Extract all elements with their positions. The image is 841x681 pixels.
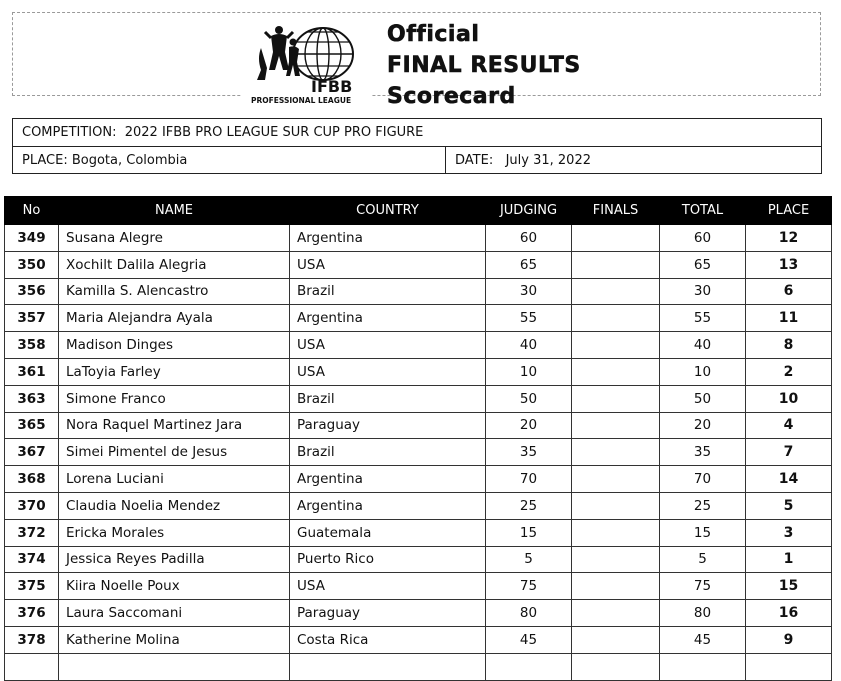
competitor-number: 376 xyxy=(5,600,59,627)
competitor-name: Katherine Molina xyxy=(59,626,290,653)
competitor-name: Kiira Noelle Poux xyxy=(59,573,290,600)
competitor-name: Laura Saccomani xyxy=(59,600,290,627)
competitor-country: Paraguay xyxy=(290,412,486,439)
table-row xyxy=(5,626,832,653)
competitor-country: Brazil xyxy=(290,439,486,466)
table-row xyxy=(5,278,832,305)
competitor-number: 372 xyxy=(5,519,59,546)
placing: 5 xyxy=(746,492,832,519)
judging-score: 35 xyxy=(486,439,572,466)
competitor-country: USA xyxy=(290,251,486,278)
col-header-place: PLACE xyxy=(746,197,832,225)
competition-label: COMPETITION: 2022 IFBB PRO LEAGUE SUR CUP PRO FIGURE xyxy=(22,125,424,140)
competitor-number: 349 xyxy=(5,225,59,252)
finals-score xyxy=(572,626,660,653)
finals-score xyxy=(572,251,660,278)
competitor-number: 363 xyxy=(5,385,59,412)
table-row xyxy=(5,653,832,680)
judging-score: 45 xyxy=(486,626,572,653)
svg-text:PROFESSIONAL LEAGUE: PROFESSIONAL LEAGUE xyxy=(251,96,352,105)
placing: 1 xyxy=(746,546,832,573)
competitor-country: USA xyxy=(290,358,486,385)
competitor-number: 357 xyxy=(5,305,59,332)
table-row xyxy=(5,439,832,466)
ifbb-logo xyxy=(241,18,371,106)
competition-info xyxy=(12,118,822,174)
competitor-number xyxy=(5,653,59,680)
competitor-name: LaToyia Farley xyxy=(59,358,290,385)
judging-score: 15 xyxy=(486,519,572,546)
competitor-name: Jessica Reyes Padilla xyxy=(59,546,290,573)
competitor-country: USA xyxy=(290,573,486,600)
total-score: 75 xyxy=(660,573,746,600)
placing: 11 xyxy=(746,305,832,332)
finals-score xyxy=(572,439,660,466)
judging-score: 10 xyxy=(486,358,572,385)
placing: 14 xyxy=(746,466,832,493)
col-header-total: TOTAL xyxy=(660,197,746,225)
competitor-name: Claudia Noelia Mendez xyxy=(59,492,290,519)
placing: 15 xyxy=(746,573,832,600)
competition-row xyxy=(13,119,821,147)
table-row xyxy=(5,412,832,439)
finals-score xyxy=(572,358,660,385)
total-score xyxy=(660,653,746,680)
table-header-row xyxy=(5,197,832,225)
title-line-scorecard: Scorecard xyxy=(387,84,516,109)
competitor-country: Paraguay xyxy=(290,600,486,627)
table-row xyxy=(5,251,832,278)
col-header-no: No xyxy=(5,197,59,225)
placing xyxy=(746,653,832,680)
finals-score xyxy=(572,412,660,439)
place-label: PLACE: Bogota, Colombia xyxy=(22,153,188,168)
competitor-country xyxy=(290,653,486,680)
judging-score: 25 xyxy=(486,492,572,519)
finals-score xyxy=(572,332,660,359)
finals-score xyxy=(572,466,660,493)
placing: 12 xyxy=(746,225,832,252)
finals-score xyxy=(572,278,660,305)
col-header-name: NAME xyxy=(59,197,290,225)
total-score: 20 xyxy=(660,412,746,439)
table-row xyxy=(5,492,832,519)
competitor-country: Argentina xyxy=(290,466,486,493)
competitor-name: Madison Dinges xyxy=(59,332,290,359)
competitor-country: USA xyxy=(290,332,486,359)
competitor-name: Simone Franco xyxy=(59,385,290,412)
competitor-country: Guatemala xyxy=(290,519,486,546)
competitor-number: 365 xyxy=(5,412,59,439)
total-score: 55 xyxy=(660,305,746,332)
total-score: 5 xyxy=(660,546,746,573)
total-score: 45 xyxy=(660,626,746,653)
total-score: 50 xyxy=(660,385,746,412)
placing: 3 xyxy=(746,519,832,546)
placing: 8 xyxy=(746,332,832,359)
competitor-name: Susana Alegre xyxy=(59,225,290,252)
placing: 6 xyxy=(746,278,832,305)
total-score: 10 xyxy=(660,358,746,385)
finals-score xyxy=(572,225,660,252)
total-score: 25 xyxy=(660,492,746,519)
competitor-name: Xochilt Dalila Alegria xyxy=(59,251,290,278)
total-score: 60 xyxy=(660,225,746,252)
competitor-number: 367 xyxy=(5,439,59,466)
competitor-number: 368 xyxy=(5,466,59,493)
judging-score xyxy=(486,653,572,680)
table-row xyxy=(5,519,832,546)
finals-score xyxy=(572,519,660,546)
total-score: 35 xyxy=(660,439,746,466)
judging-score: 70 xyxy=(486,466,572,493)
table-row xyxy=(5,573,832,600)
placing: 7 xyxy=(746,439,832,466)
judging-score: 50 xyxy=(486,385,572,412)
competitor-country: Costa Rica xyxy=(290,626,486,653)
table-row xyxy=(5,332,832,359)
competitor-number: 358 xyxy=(5,332,59,359)
table-row xyxy=(5,225,832,252)
table-row xyxy=(5,466,832,493)
total-score: 65 xyxy=(660,251,746,278)
judging-score: 5 xyxy=(486,546,572,573)
finals-score xyxy=(572,600,660,627)
total-score: 30 xyxy=(660,278,746,305)
competitor-country: Brazil xyxy=(290,278,486,305)
competitor-name: Simei Pimentel de Jesus xyxy=(59,439,290,466)
title-line-final-results: FINAL RESULTS xyxy=(387,53,581,78)
col-header-finals: FINALS xyxy=(572,197,660,225)
finals-score xyxy=(572,546,660,573)
competitor-name xyxy=(59,653,290,680)
competitor-number: 361 xyxy=(5,358,59,385)
judging-score: 80 xyxy=(486,600,572,627)
table-row xyxy=(5,358,832,385)
judging-score: 20 xyxy=(486,412,572,439)
table-row xyxy=(5,600,832,627)
finals-score xyxy=(572,573,660,600)
placing: 16 xyxy=(746,600,832,627)
placing: 4 xyxy=(746,412,832,439)
placing: 9 xyxy=(746,626,832,653)
judging-score: 65 xyxy=(486,251,572,278)
scorecard-header xyxy=(12,12,821,109)
judging-score: 40 xyxy=(486,332,572,359)
competitor-number: 356 xyxy=(5,278,59,305)
competitor-number: 350 xyxy=(5,251,59,278)
competitor-name: Nora Raquel Martinez Jara xyxy=(59,412,290,439)
judging-score: 60 xyxy=(486,225,572,252)
competitor-name: Lorena Luciani xyxy=(59,466,290,493)
total-score: 80 xyxy=(660,600,746,627)
competitor-name: Maria Alejandra Ayala xyxy=(59,305,290,332)
results-table xyxy=(4,196,832,681)
svg-text:IFBB: IFBB xyxy=(311,77,353,96)
competitor-name: Ericka Morales xyxy=(59,519,290,546)
judging-score: 55 xyxy=(486,305,572,332)
scorecard-title xyxy=(387,19,581,112)
finals-score xyxy=(572,653,660,680)
judging-score: 30 xyxy=(486,278,572,305)
place-date-row xyxy=(13,147,821,174)
table-row xyxy=(5,305,832,332)
total-score: 70 xyxy=(660,466,746,493)
competitor-country: Brazil xyxy=(290,385,486,412)
total-score: 15 xyxy=(660,519,746,546)
competitor-country: Puerto Rico xyxy=(290,546,486,573)
competitor-country: Argentina xyxy=(290,492,486,519)
col-header-judging: JUDGING xyxy=(486,197,572,225)
date-label: DATE: July 31, 2022 xyxy=(455,153,591,168)
competitor-number: 378 xyxy=(5,626,59,653)
finals-score xyxy=(572,305,660,332)
title-line-official: Official xyxy=(387,22,480,47)
table-row xyxy=(5,546,832,573)
placing: 13 xyxy=(746,251,832,278)
col-header-country: COUNTRY xyxy=(290,197,486,225)
judging-score: 75 xyxy=(486,573,572,600)
competitor-name: Kamilla S. Alencastro xyxy=(59,278,290,305)
placing: 10 xyxy=(746,385,832,412)
competitor-country: Argentina xyxy=(290,305,486,332)
total-score: 40 xyxy=(660,332,746,359)
competitor-number: 374 xyxy=(5,546,59,573)
competitor-country: Argentina xyxy=(290,225,486,252)
finals-score xyxy=(572,492,660,519)
competitor-number: 370 xyxy=(5,492,59,519)
table-row xyxy=(5,385,832,412)
competitor-number: 375 xyxy=(5,573,59,600)
finals-score xyxy=(572,385,660,412)
placing: 2 xyxy=(746,358,832,385)
